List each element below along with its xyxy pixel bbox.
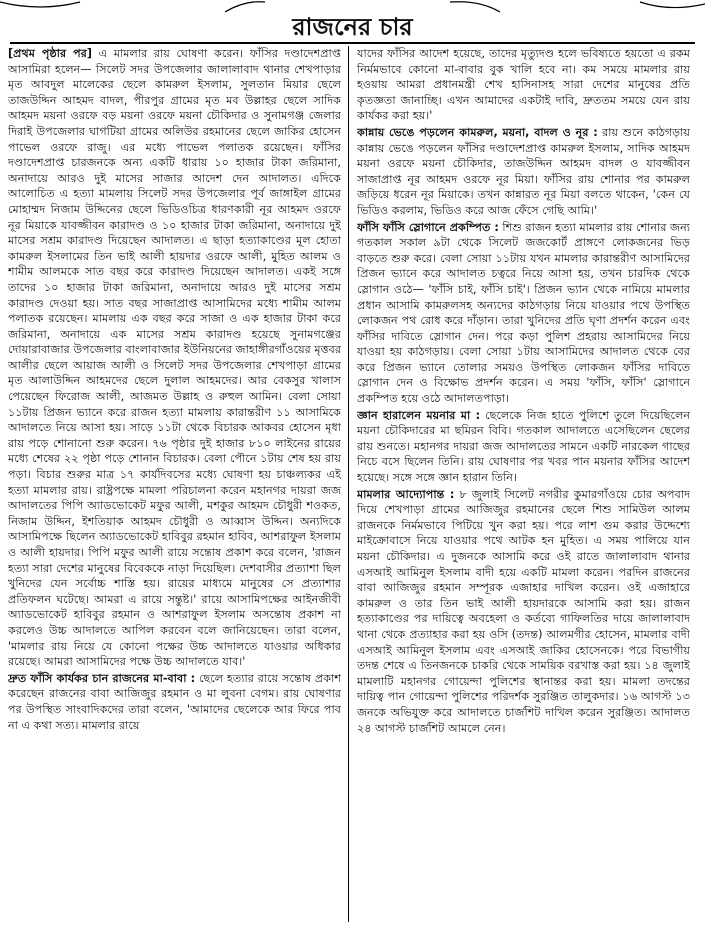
paragraph-kicker: দ্রুত ফাঁসি কার্যকর চান রাজনের মা-বাবা :	[8, 671, 196, 685]
paragraph-text: যাদের ফাঁসির আদেশ হয়েছে, তাদের মৃত্যুদণ্ড হলে ভবিষ্যতে হয়তো এ রকম নির্মমভাবে কোনো মা-বাবার বুক খালি হবে না। কম সময়ে মামলার রায় হওয়ায় আমরা প্রধানমন্ত্রী শেখ হাসিনাসহ সারা দেশের মানুষের প্রতি কৃতজ্ঞতা জানাচ্ছি। এখন আমাদের একটাই দাবি, দ্রুততম সময়ে যেন রায় কার্যকর করা হয়।'	[357, 47, 690, 123]
paragraph-kicker: কান্নায় ভেঙে পড়লেন কামরুল, ময়না, বাদল ও নূর :	[357, 125, 598, 139]
paragraph	[8, 46, 341, 670]
paragraph	[357, 125, 690, 219]
paragraph-text: এ মামলার রায় ঘোষণা করেন। ফাঁসির দণ্ডাদেশপ্রাপ্ত আসামিরা হলেন— সিলেট সদর উপজেলার জালালাবাদ থানার শেখপাড়ার মৃত আবদুল মালেকের ছেলে কামরুল ইসলাম, সুলতান মিয়ার ছেলে তাজউদ্দিন আহমদ বাদল, পীরপুর গ্রামের মৃত মব উল্লাহর ছেলে সাদিক আহমদ ময়না ওরফে বড় ময়না ওরফে ময়না চৌকিদার ও সুনামগঞ্জ জেলার দিরাই উপজেলার ঘাগটিয়া গ্রামের অলিউর রহমানের ছেলে জাকির হোসেন পাভেল ওরফে রাজু। এর মধ্যে পাভেল পলাতক রয়েছেন। ফাঁসির দণ্ডাদেশপ্রাপ্ত চারজনকে অন্য একটি ধারায় ১০ হাজার টাকা জরিমানা, অনাদায়ে আরও দুই মাসের সাজার আদেশ দেন আদালত। এদিকে আলোচিত এ হত্যা মামলায় সিলেট সদর উপজেলার পূর্ব জাঙ্গাইল গ্রামের মোহাম্মদ নিজাম উদ্দিনের ছেলে ভিডিওচিত্র ধারণকারী নূর আহমদ ওরফে নূর মিয়াকে যাবজ্জীবন কারাদণ্ড ও ১০ হাজার টাকা জরিমানা, অনাদায়ে দুই মাসের সশ্রম কারাদণ্ড দিয়েছেন আদালত। এ ছাড়া হত্যাকাণ্ডের মূল হোতা কামরুল ইসলামের তিন ভাই আলী হায়দার ওরফে আলী, মুহিত আলম ও শামীম আলমকে সাত বছর করে কারাদণ্ড দিয়েছেন আদালত। একই সঙ্গে তাদের ১০ হাজার টাকা জরিমানা, অনাদায়ে আরও দুই মাসের সশ্রম কারাদণ্ড দেওয়া হয়। সাত বছর সাজাপ্রাপ্ত আসামিদের মধ্যে শামীম আলম পলাতক রয়েছেন। মামলায় এক বছর করে সাজা ও এক হাজার টাকা করে জরিমানা, অনাদায়ে এক মাসের সশ্রম কারাদণ্ড হয়েছে সুনামগঞ্জের দোয়ারাবাজার উপজেলার বাংলাবাজার ইউনিয়নের জাহাঙ্গীরগাঁওয়ের মৃত্তবর আলীর ছেলে আয়াজ আলী ও সিলেট সদর উপজেলার শেখপাড়া গ্রামের মৃত আলাউদ্দিন আহমদের ছেলে দুলাল আহমদের। আর বেকসুর খালাস পেয়েছেন ফিরোজ আলী, আজমত উল্লাহ ও রুহুল আমিন। বেলা সোয়া ১১টায় প্রিজন ভ্যানে করে রাজন হত্যা মামলায় কারান্তরীণ ১১ আসামিকে আদালতে নিয়ে আসা হয়। সাড়ে ১১টা থেকে বিচারক আকবর হোসেন মৃধা রায় পড়ে শোনানো শুরু করেন। ৭৬ পৃষ্ঠার দুই হাজার ৮১০ লাইনের রায়ের মধ্যে শেষের ২২ পৃষ্ঠা পড়ে শোনান বিচারক। বেলা পৌনে ১টায় শেষ হয় রায় পড়া। বিচার শুরুর মাত্র ১৭ কার্যদিবসের মধ্যে ঘোষণা হয় চাঞ্চল্যকর এই হত্যা মামলার রায়। রাষ্ট্রপক্ষে মামলা পরিচালনা করেন মহানগর দায়রা জজ আদালতের পিপি অ্যাডভোকেট মফুর আলী, মশকুর আহমদ চৌধুরী শওকত, নিজাম উদ্দিন, ইশতিয়াক আহমদ চৌধুরী ও আব্বাস উদ্দিন। অন্যদিকে আসামিপক্ষে ছিলেন অ্যাডভোকেট হাবিবুর রহমান হাবিব, আশরাফুল ইসলাম ও আলী হায়দার। পিপি মফুর আলী রায়ে সন্তোষ প্রকাশ করে বলেন, 'রাজন হত্যা সারা দেশের মানুষের বিবেককে নাড়া দিয়েছিল। দেশবাসীর প্রত্যাশা ছিল খুনিদের যেন সর্বোচ্চ শাস্তি হয়। রায়ের মাধ্যমে মানুষের সে প্রত্যাশার প্রতিফলন ঘটেছে। আমরা এ রায়ে সন্তুষ্ট।' রায়ে আসামিপক্ষের আইনজীবী অ্যাডভোকেট হাবিবুর রহমান ও আশরাফুল ইসলাম অসন্তোষ প্রকাশ না করলেও উচ্চ আদালতে আপিল করবেন বলে জানিয়েছেন। তারা বলেন, 'মামলার রায় নিয়ে যে কোনো পক্ষের উচ্চ আদালতে যাওয়ার অধিকার রয়েছে। আমরা আসামিদের পক্ষে উচ্চ আদালতে যাব।'	[8, 47, 341, 669]
column-divider	[348, 46, 349, 922]
paragraph	[357, 46, 690, 124]
paragraph-text: ছেলেকে নিজ হাতে পুলিশে তুলে দিয়েছিলেন ময়না চৌকিদারের মা ছমিরন বিবি। গতকাল আদালতে এসেছিলেন ছেলের রায় শুনতে। মহানগর দায়রা জজ আদালতের সামনে একটি নারকেল গাছের নিচে বসে ছিলেন তিনি। রায় ঘোষণার পর খবর পান ময়নার ফাঁসির আদেশ হয়েছে। সঙ্গে সঙ্গে জ্ঞান হারান তিনি।	[357, 408, 690, 485]
paragraph-text: শিশু রাজন হত্যা মামলার রায় শোনার জন্য গতকাল সকাল ৯টা থেকে সিলেট জজকোর্ট প্রাঙ্গণে লোকজনের ভিড় বাড়তে শুরু করে। বেলা সোয়া ১১টায় যখন মামলার কারান্তরীণ আসামিদের প্রিজন ভ্যানে করে আদালত চত্বরে নিয়ে আসা হয়, তখন চারদিক থেকে স্লোগান ওঠে— 'ফাঁসি চাই, ফাঁসি চাই'। প্রিজন ভ্যান থেকে নামিয়ে মামলার প্রধান আসামি কামরুলসহ অন্যদের কাঠগড়ায় নিয়ে যাওয়ার পথে উপস্থিত লোকজন পথ রোধ করে দাঁড়ান। তারা খুনিদের প্রতি ঘৃণা প্রদর্শন করেন এবং ফাঁসির দাবিতে স্লোগান দেন। পরে কড়া পুলিশ প্রহরায় আসামিদের নিয়ে যাওয়া হয় কাঠগড়ায়। বেলা সোয়া ১টায় আসামিদের আদালত থেকে বের করে প্রিজন ভ্যানে তোলার সময়ও উপস্থিত লোকজন ফাঁসির দাবিতে স্লোগান দেন ও বিক্ষোভ প্রদর্শন করেন। এ সময় 'ফাঁসি, ফাঁসি' স্লোগানে প্রকম্পিত হয়ে ওঠে আদালতপাড়া।	[357, 220, 690, 406]
header-rule	[10, 42, 695, 44]
paragraph	[357, 408, 690, 486]
paragraph-text: ৮ জুলাই সিলেট নগরীর কুমারগাঁওয়ে চোর অপবাদ দিয়ে শেখপাড়া গ্রামের আজিজুর রহমানের ছেলে শিশু সামিউল আলম রাজনকে নির্মমভাবে পিটিয়ে খুন করা হয়। পরে লাশ গুম করার উদ্দেশ্যে মাইক্রোবাসে নিয়ে যাওয়ার পথে আটক হন মুহিত। এ সময় পালিয়ে যান ময়না চৌকিদার। এ দুজনকে আসামি করে ওই রাতে জালালাবাদ থানার এসআই আমিনুল ইসলাম বাদী হয়ে একটি মামলা করেন। পরদিন রাজনের বাবা আজিজুর রহমান সম্পূরক এজাহার দাখিল করেন। ওই এজাহারে কামরুল ও তার তিন ভাই আলী হায়দারকে আসামি করা হয়। রাজন হত্যাকাণ্ডের পর দায়িত্বে অবহেলা ও কর্তব্যে গাফিলতির দায়ে জালালাবাদ থানা থেকে প্রত্যাহার করা হয় ওসি (তদন্ত) আলমগীর হোসেন, মামলার বাদী এসআই আমিনুল ইসলাম এবং এসআই জাকির হোসেনকে। পরে বিভাগীয় তদন্ত শেষে এ তিনজনকে চাকরি থেকে সাময়িক বরখাস্ত করা হয়। ১৪ জুলাই মামলাটি মহানগর গোয়েন্দা পুলিশের স্থানান্তর করা হয়। মামলা তদন্তের দায়িত্ব পান গোয়েন্দা পুলিশের পরিদর্শক সুরঞ্জিত তালুকদার। ১৬ আগস্ট ১৩ জনকে অভিযুক্ত করে আদালতে চার্জশিট দাখিল করেন সুরঞ্জিত। আদালত ২৪ আগস্ট চার্জশিট আমলে নেন।	[357, 487, 690, 735]
paragraph-kicker: মামলার আদ্যোপান্ত :	[357, 487, 455, 501]
left-column	[8, 46, 341, 924]
right-column	[357, 46, 690, 924]
paragraph	[8, 671, 341, 733]
article-title: রাজনের চার	[292, 13, 413, 41]
paragraph	[357, 487, 690, 737]
paragraph-text: ছেলে হত্যার রায়ে সন্তোষ প্রকাশ করেছেন রাজনের বাবা আজিজুর রহমান ও মা লুবনা বেগম। রায় ঘোষণার পর উপস্থিত সাংবাদিকদের তারা বলেন, 'আমাদের ছেলেকে আর ফিরে পাব না এ কথা সত্য। মামলার রায়ে	[8, 671, 341, 732]
paragraph-kicker: ফাঁসি ফাঁসি স্লোগানে প্রকম্পিত :	[357, 220, 499, 234]
paragraph-kicker: জ্ঞান হারালেন ময়নার মা :	[357, 408, 481, 422]
paragraph	[357, 220, 690, 407]
paragraph-text: রায় শুনে কাঠগড়ায় কান্নায় ভেঙে পড়লেন ফাঁসির দণ্ডাদেশপ্রাপ্ত কামরুল ইসলাম, সাদিক আহমদ ময়না ওরফে ময়না চৌকিদার, তাজউদ্দিন আহমদ বাদল ও যাবজ্জীবন সাজাপ্রাপ্ত নূর আহমদ ওরফে নূর মিয়া। ফাঁসির রায় শোনার পর কামরুল জড়িয়ে ধরেন নূর মিয়াকে। তখন কান্নারত নূর মিয়া বলতে থাকেন, 'কেন যে ভিডিও করলাম, ভিডিও করে আজ ফেঁসে গেছি আমি।'	[357, 125, 690, 217]
paragraph-kicker: [প্রথম পৃষ্ঠার পর]	[8, 47, 93, 60]
